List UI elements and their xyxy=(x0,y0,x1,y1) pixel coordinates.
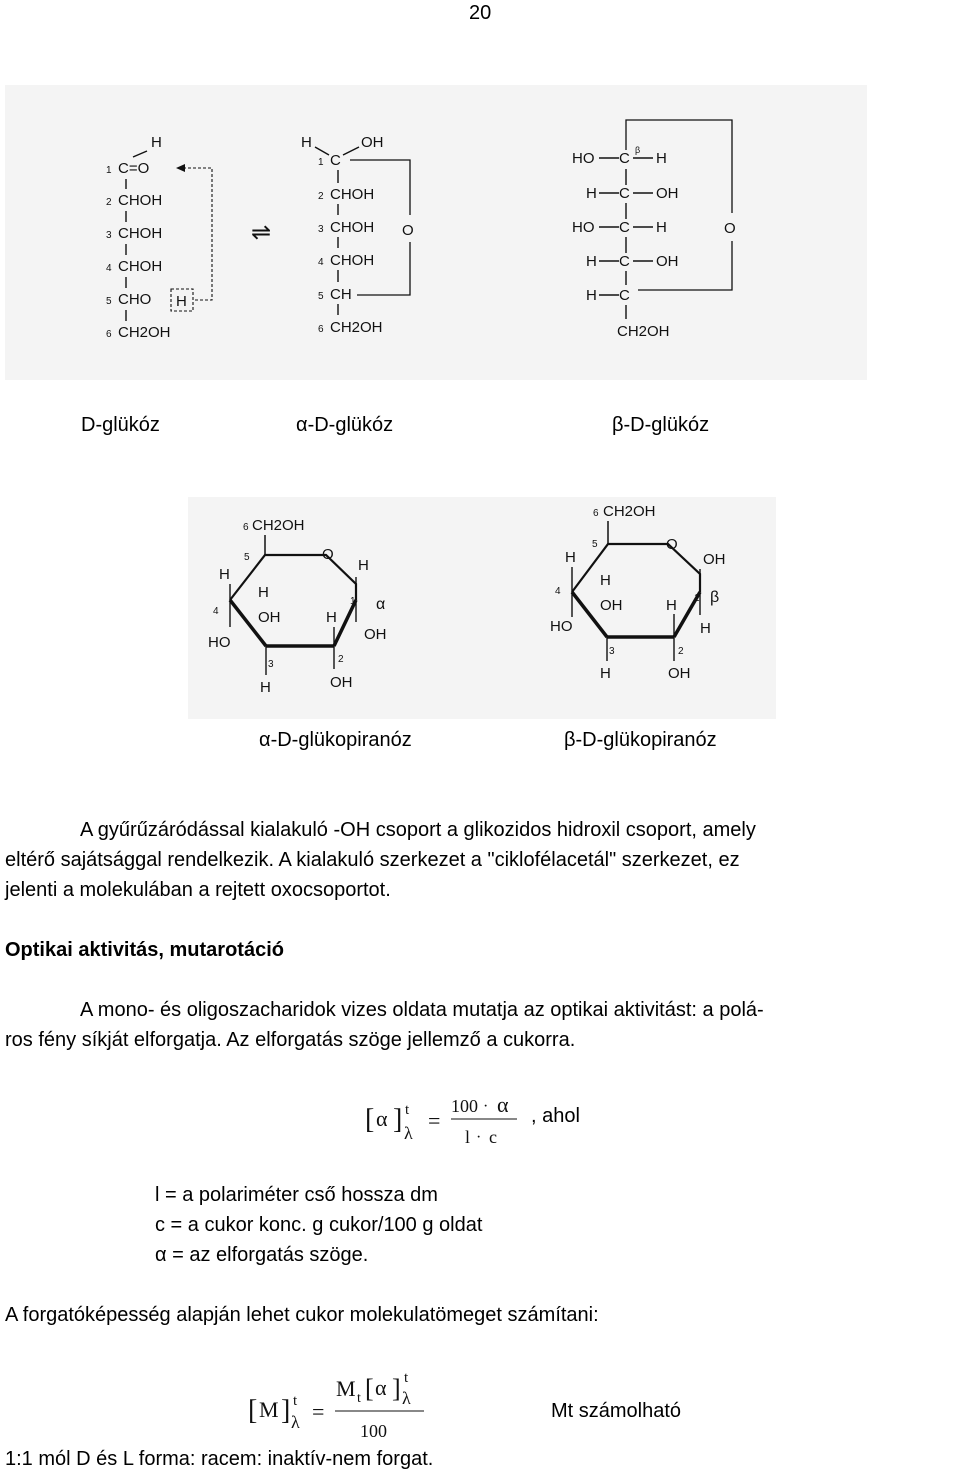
svg-text:λ: λ xyxy=(402,1388,411,1408)
beta-ho-c4: HO xyxy=(550,618,573,635)
svg-text:[: [ xyxy=(365,1104,375,1135)
svg-text:α: α xyxy=(375,1375,387,1400)
open-chain-num-2: 2 xyxy=(106,197,112,208)
alpha-num-5: 5 xyxy=(318,291,324,302)
paragraph1-line2: eltérő sajátsággal rendelkezik. A kialakuló szerkezet a "ciklofélacetál" szerkezet, ez xyxy=(5,849,740,871)
alpha-symbol: α xyxy=(376,596,386,613)
svg-text:2: 2 xyxy=(678,646,684,657)
svg-text:λ: λ xyxy=(404,1123,413,1143)
beta-left-1: HO xyxy=(572,150,595,167)
beta-h-c3: H xyxy=(600,665,611,682)
svg-text:M: M xyxy=(336,1376,356,1401)
caption-beta-d-glucose: β-D-glükóz xyxy=(612,414,710,436)
beta-oh-c1: OH xyxy=(703,551,726,568)
svg-text:t: t xyxy=(404,1370,409,1386)
open-chain-group-6: CH2OH xyxy=(118,324,171,341)
open-chain-group-2: CHOH xyxy=(118,192,163,209)
svg-text:=: = xyxy=(428,1108,441,1133)
svg-text:l: l xyxy=(465,1127,471,1147)
haworth-projections-svg xyxy=(188,497,776,719)
alpha-oh-c4-up: OH xyxy=(258,609,281,626)
beta-h-c4: H xyxy=(600,572,611,589)
beta-bottom: CH2OH xyxy=(617,323,670,340)
svg-text:=: = xyxy=(312,1399,325,1424)
open-chain-num-5: 5 xyxy=(106,296,112,307)
beta-right-4: OH xyxy=(656,253,679,270)
open-chain-num-1: 1 xyxy=(106,165,112,176)
alpha-oh-c2: OH xyxy=(330,674,353,691)
svg-text:1: 1 xyxy=(350,596,356,607)
caption-beta-pyranose: β-D-glükopiranóz xyxy=(564,729,717,751)
page-number: 20 xyxy=(469,2,492,24)
alpha-ch2oh: CH2OH xyxy=(252,517,305,534)
alpha-group-5: CH xyxy=(330,286,352,303)
alpha-group-6: CH2OH xyxy=(330,319,383,336)
svg-text:100: 100 xyxy=(360,1421,387,1441)
beta-right-1: H xyxy=(656,150,667,167)
svg-text:100: 100 xyxy=(451,1096,478,1116)
alpha-h-c1: H xyxy=(358,557,369,574)
beta-ring-o: O xyxy=(724,220,736,237)
caption-d-glucose: D-glükóz xyxy=(81,414,160,436)
beta-h-c2-up: H xyxy=(666,597,677,614)
alpha-ring-o: O xyxy=(402,222,414,239)
svg-text:3: 3 xyxy=(268,659,274,670)
svg-text:4: 4 xyxy=(555,586,561,597)
paragraph1-line1: A gyűrűzáródással kialakuló -OH csoport a glikozidos hidroxil csoport, amely xyxy=(80,819,756,841)
definition-c: c = a cukor konc. g cukor/100 g oldat xyxy=(155,1214,483,1236)
caption-alpha-d-glucose: α-D-glükóz xyxy=(296,414,394,436)
open-chain-top-h: H xyxy=(151,134,162,151)
section-heading: Optikai aktivitás, mutarotáció xyxy=(5,939,284,961)
svg-text:t: t xyxy=(405,1102,410,1118)
open-chain-box-h: H xyxy=(176,293,187,310)
alpha-num-2: 2 xyxy=(318,191,324,202)
alpha-h-c5: H xyxy=(219,566,230,583)
svg-text:·: · xyxy=(483,1098,489,1115)
svg-text:λ: λ xyxy=(291,1412,300,1432)
open-chain-group-1: C=O xyxy=(118,160,150,177)
specific-rotation-formula xyxy=(365,1085,645,1155)
open-chain-num-6: 6 xyxy=(106,329,112,340)
svg-text:t: t xyxy=(293,1393,298,1409)
definition-alpha: α = az elforgatás szöge. xyxy=(155,1244,369,1266)
svg-text:4: 4 xyxy=(213,606,219,617)
alpha-top-right-oh: OH xyxy=(361,134,384,151)
open-chain-group-4: CHOH xyxy=(118,258,163,275)
svg-text:6: 6 xyxy=(243,522,249,533)
svg-text:]: ] xyxy=(392,1374,401,1403)
svg-text:C: C xyxy=(619,287,630,304)
paragraph2-line2: ros fény síkját elforgatja. Az elforgatás szöge jellemző a cukorra. xyxy=(5,1029,576,1051)
alpha-group-2: CHOH xyxy=(330,186,375,203)
svg-text:C: C xyxy=(619,150,630,167)
beta-oh-c2: OH xyxy=(668,665,691,682)
svg-text:C: C xyxy=(619,219,630,236)
formula2-note: Mt számolható xyxy=(551,1400,682,1422)
alpha-group-4: CHOH xyxy=(330,252,375,269)
beta-h-c5: H xyxy=(565,549,576,566)
svg-text:C: C xyxy=(619,253,630,270)
paragraph3: A forgatóképesség alapján lehet cukor molekulatömeget számítani: xyxy=(5,1304,599,1326)
alpha-top-left-h: H xyxy=(301,134,312,151)
paragraph2-line1: A mono- és oligoszacharidok vizes oldata mutatja az optikai aktivitást: a polá- xyxy=(80,999,764,1021)
fischer-projections-svg xyxy=(5,85,867,380)
footer-line: 1:1 mól D és L forma: racem: inaktív-nem forgat. xyxy=(5,1448,434,1470)
svg-text:[: [ xyxy=(248,1395,258,1426)
svg-text:α: α xyxy=(497,1092,509,1117)
svg-text:M: M xyxy=(259,1397,279,1422)
beta-right-2: OH xyxy=(656,185,679,202)
beta-left-5: H xyxy=(586,287,597,304)
paragraph1-line3: jelenti a molekulában a rejtett oxocsoportot. xyxy=(5,879,391,901)
svg-text:C: C xyxy=(619,185,630,202)
alpha-num-6: 6 xyxy=(318,324,324,335)
beta-left-2: H xyxy=(586,185,597,202)
alpha-group-1: C xyxy=(330,152,341,169)
svg-text:[: [ xyxy=(365,1374,374,1403)
alpha-h-c4: H xyxy=(258,584,269,601)
svg-text:t: t xyxy=(357,1391,361,1406)
alpha-h-c3-up: H xyxy=(326,609,337,626)
beta-ring-o: O xyxy=(666,536,678,553)
beta-symbol: β xyxy=(710,589,720,606)
alpha-ring-o: O xyxy=(322,546,334,563)
haworth-projections-figure xyxy=(188,497,776,719)
formula1-suffix: , ahol xyxy=(531,1105,580,1127)
caption-alpha-pyranose: α-D-glükopiranóz xyxy=(259,729,412,751)
definition-l: l = a polariméter cső hossza dm xyxy=(155,1184,438,1206)
open-chain-num-3: 3 xyxy=(106,230,112,241)
molar-mass-formula xyxy=(248,1364,448,1444)
svg-text:2: 2 xyxy=(338,654,344,665)
svg-text:·: · xyxy=(476,1129,482,1146)
svg-text:1: 1 xyxy=(694,593,700,604)
beta-right-3: H xyxy=(656,219,667,236)
svg-text:c: c xyxy=(489,1127,497,1147)
alpha-group-3: CHOH xyxy=(330,219,375,236)
svg-text:]: ] xyxy=(281,1395,291,1426)
beta-oh-c4-up: OH xyxy=(600,597,623,614)
svg-text:]: ] xyxy=(393,1104,403,1135)
beta-left-4: H xyxy=(586,253,597,270)
alpha-oh-c1: OH xyxy=(364,626,387,643)
svg-text:5: 5 xyxy=(592,539,598,550)
beta-num-beta: β xyxy=(635,145,641,155)
alpha-h-c3: H xyxy=(260,679,271,696)
alpha-num-1: 1 xyxy=(318,157,324,168)
open-chain-group-5: CHO xyxy=(118,291,152,308)
svg-text:3: 3 xyxy=(609,646,615,657)
alpha-num-4: 4 xyxy=(318,257,324,268)
alpha-num-3: 3 xyxy=(318,224,324,235)
beta-left-3: HO xyxy=(572,219,595,236)
beta-h-c1: H xyxy=(700,620,711,637)
open-chain-group-3: CHOH xyxy=(118,225,163,242)
fischer-projections-figure xyxy=(5,85,867,380)
svg-text:6: 6 xyxy=(593,508,599,519)
beta-ch2oh: CH2OH xyxy=(603,503,656,520)
svg-text:α: α xyxy=(376,1106,388,1131)
alpha-ho-c4: HO xyxy=(208,634,231,651)
open-chain-num-4: 4 xyxy=(106,263,112,274)
equilibrium-arrows: ⇌ xyxy=(251,219,272,246)
svg-text:5: 5 xyxy=(244,552,250,563)
